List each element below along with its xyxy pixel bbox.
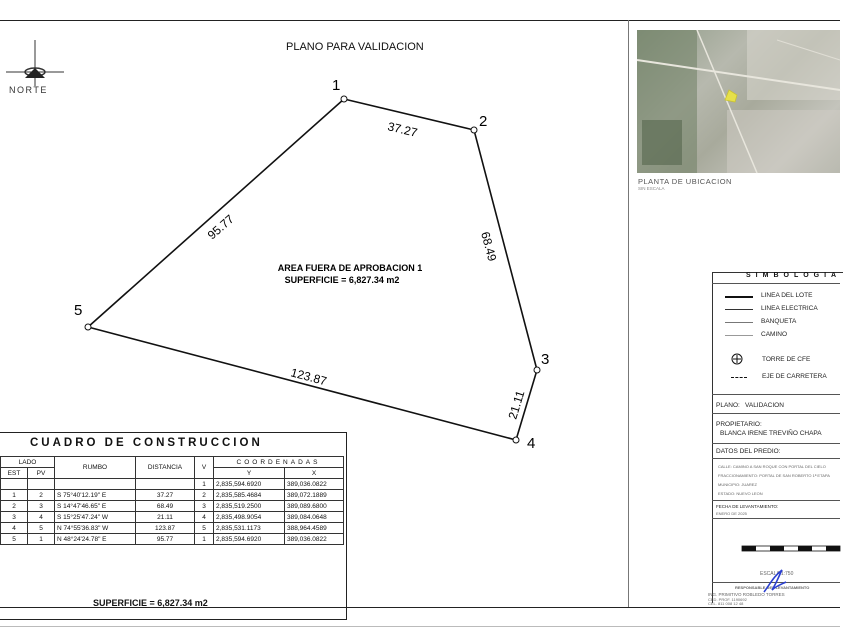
table-cell-x: 389,036.0822 — [285, 534, 344, 545]
table-cell-est: 5 — [1, 534, 28, 545]
legend-title-divider — [712, 283, 840, 284]
col-x: X — [285, 468, 344, 479]
construction-table — [0, 456, 344, 545]
table-cell-v: 2 — [195, 490, 214, 501]
col-distancia: DISTANCIA — [136, 457, 195, 479]
table-cell-y: 2,835,498.9054 — [214, 512, 285, 523]
responsable-label: RESPONSABLE DEL LEVANTAMIENTO — [735, 585, 810, 590]
propietario-value: BLANCA IRENE TREVIÑO CHAPA — [720, 430, 822, 437]
plano-value: VALIDACION — [745, 402, 784, 409]
panel-divider-3 — [712, 443, 840, 444]
table-cell-distancia: 95.77 — [136, 534, 195, 545]
table-cell-y: 2,835,519.2500 — [214, 501, 285, 512]
table-cell-v: 5 — [195, 523, 214, 534]
table-cell-v: 3 — [195, 501, 214, 512]
predio-calle: CALLE: CAMINO A SAN ROQUE CON PORTAL DEL CIELO — [718, 464, 826, 469]
legend-item-cfe-tower: TORRE DE CFE — [762, 356, 811, 363]
lot-line-symbol — [725, 296, 753, 298]
table-cell-x: 389,072.1889 — [285, 490, 344, 501]
table-cell-pv: 4 — [28, 512, 55, 523]
vertex-label-4: 4 — [527, 435, 536, 452]
vertex-label-1: 1 — [332, 77, 341, 94]
table-cell-x: 389,084.0648 — [285, 512, 344, 523]
responsable-cel: CEL. 811 008 12 48 — [708, 601, 744, 606]
table-cell-y: 2,835,585.4684 — [214, 490, 285, 501]
panel-divider-5 — [712, 500, 840, 501]
fecha-value: ENERO DE 2025 — [716, 511, 747, 516]
responsable-cedula: CED. PROF. 1190692 — [708, 597, 747, 602]
table-row — [1, 523, 344, 534]
edge-length-1-2: 37.27 — [386, 119, 419, 140]
table-cell-y: 2,835,594.6920 — [214, 479, 285, 490]
vertex-label-3: 3 — [541, 351, 550, 368]
table-cell-pv: 1 — [28, 534, 55, 545]
table-cell-pv: 2 — [28, 490, 55, 501]
edge-length-4-5: 123.87 — [289, 365, 329, 389]
col-lado: LADO — [1, 457, 55, 468]
datos-predio-label: DATOS DEL PREDIO: — [716, 448, 781, 455]
table-cell-pv: 5 — [28, 523, 55, 534]
predio-fraccionamiento: FRACCIONAMIENTO: PORTAL DE SAN ROBERTO 1ª ETAPA — [718, 473, 830, 478]
table-cell-est: 3 — [1, 512, 28, 523]
panel-divider-1 — [712, 394, 840, 395]
edge-length-2-3: 68.49 — [478, 230, 500, 263]
edge-length-3-4: 21.11 — [505, 388, 528, 421]
location-map-satellite — [637, 30, 840, 173]
col-y: Y — [214, 468, 285, 479]
table-row — [1, 512, 344, 523]
legend-title: SIMBOLOGIA — [746, 272, 842, 279]
construction-table-title: CUADRO DE CONSTRUCCION — [30, 437, 263, 449]
fecha-label: FECHA DE LEVANTAMIENTO: — [716, 504, 779, 509]
table-row — [1, 479, 344, 490]
table-cell-rumbo: N 48°24'24.78" E — [55, 534, 136, 545]
road-symbol — [725, 335, 753, 336]
predio-municipio: MUNICIPIO: JUAREZ — [718, 482, 757, 487]
table-superficie-total: SUPERFICIE = 6,827.34 m2 — [93, 598, 208, 608]
cfe-tower-icon — [731, 353, 743, 365]
table-cell-est: 2 — [1, 501, 28, 512]
table-cell-v: 1 — [195, 534, 214, 545]
table-cell-distancia: 68.49 — [136, 501, 195, 512]
edge-length-5-1: 95.77 — [204, 211, 237, 243]
propietario-label: PROPIETARIO: — [716, 421, 762, 428]
table-cell-x: 389,036.0822 — [285, 479, 344, 490]
panel-divider-2 — [712, 413, 840, 414]
vertex-3-marker — [534, 367, 540, 373]
col-pv: PV — [28, 468, 55, 479]
legend-item-road-axis: EJE DE CARRETERA — [762, 373, 827, 380]
table-row — [1, 501, 344, 512]
col-rumbo: RUMBO — [55, 457, 136, 479]
vertex-4-marker — [513, 437, 519, 443]
location-map-image — [637, 30, 840, 173]
plan-title: PLANO PARA VALIDACION — [286, 41, 424, 53]
legend-item-lot-line: LINEA DEL LOTE — [761, 292, 813, 299]
vertex-label-5: 5 — [74, 302, 83, 319]
table-cell-distancia: 21.11 — [136, 512, 195, 523]
table-row — [1, 490, 344, 501]
vertex-1-marker — [341, 96, 347, 102]
sidewalk-symbol — [725, 322, 753, 323]
table-cell-v: 1 — [195, 479, 214, 490]
electric-line-symbol — [725, 309, 753, 310]
table-cell-est: 1 — [1, 490, 28, 501]
vertex-5-marker — [85, 324, 91, 330]
legend-item-sidewalk: BANQUETA — [761, 318, 797, 325]
location-map-subcaption: SIN ESCALA — [638, 186, 665, 191]
col-coordenadas: COORDENADAS — [214, 457, 344, 468]
col-est: EST — [1, 468, 28, 479]
table-cell-rumbo: S 75°40'12.19" E — [55, 490, 136, 501]
road-axis-symbol — [731, 377, 747, 378]
vertex-2-marker — [471, 127, 477, 133]
frame-bottom-line-2 — [0, 626, 840, 627]
location-map-caption: PLANTA DE UBICACION — [638, 177, 732, 186]
table-cell-rumbo: N 74°55'36.83" W — [55, 523, 136, 534]
scale-bar-icon — [742, 545, 840, 553]
predio-estado: ESTADO: NUEVO LEON — [718, 491, 763, 496]
table-cell-rumbo: S 14°47'46.65" E — [55, 501, 136, 512]
area-label: AREA FUERA DE APROBACION 1 — [277, 263, 423, 273]
table-cell-x: 388,964.4589 — [285, 523, 344, 534]
legend-item-electric-line: LINEA ELECTRICA — [761, 305, 818, 312]
scale-label: ESCALA 1:750 — [760, 571, 794, 577]
table-cell-pv: 3 — [28, 501, 55, 512]
table-row — [1, 534, 344, 545]
north-label: NORTE — [9, 85, 48, 95]
col-v: V — [195, 457, 214, 479]
table-cell-y: 2,835,531.1173 — [214, 523, 285, 534]
vertex-label-2: 2 — [479, 113, 488, 130]
plano-label: PLANO: — [716, 402, 740, 409]
table-cell-distancia: 123.87 — [136, 523, 195, 534]
legend-item-road: CAMINO — [761, 331, 787, 338]
frame-divider — [628, 20, 629, 607]
panel-divider-4 — [712, 458, 840, 459]
table-cell-x: 389,089.6800 — [285, 501, 344, 512]
area-value: SUPERFICIE = 6,827.34 m2 — [284, 275, 400, 285]
table-cell-distancia: 37.27 — [136, 490, 195, 501]
table-cell-v: 4 — [195, 512, 214, 523]
table-cell-est: 4 — [1, 523, 28, 534]
panel-divider-6 — [712, 518, 840, 519]
table-cell-y: 2,835,594.6920 — [214, 534, 285, 545]
table-cell-rumbo: S 15°25'47.24" W — [55, 512, 136, 523]
responsable-name: ING. PRIMITIVO ROBLEDO TORRES — [708, 592, 785, 597]
